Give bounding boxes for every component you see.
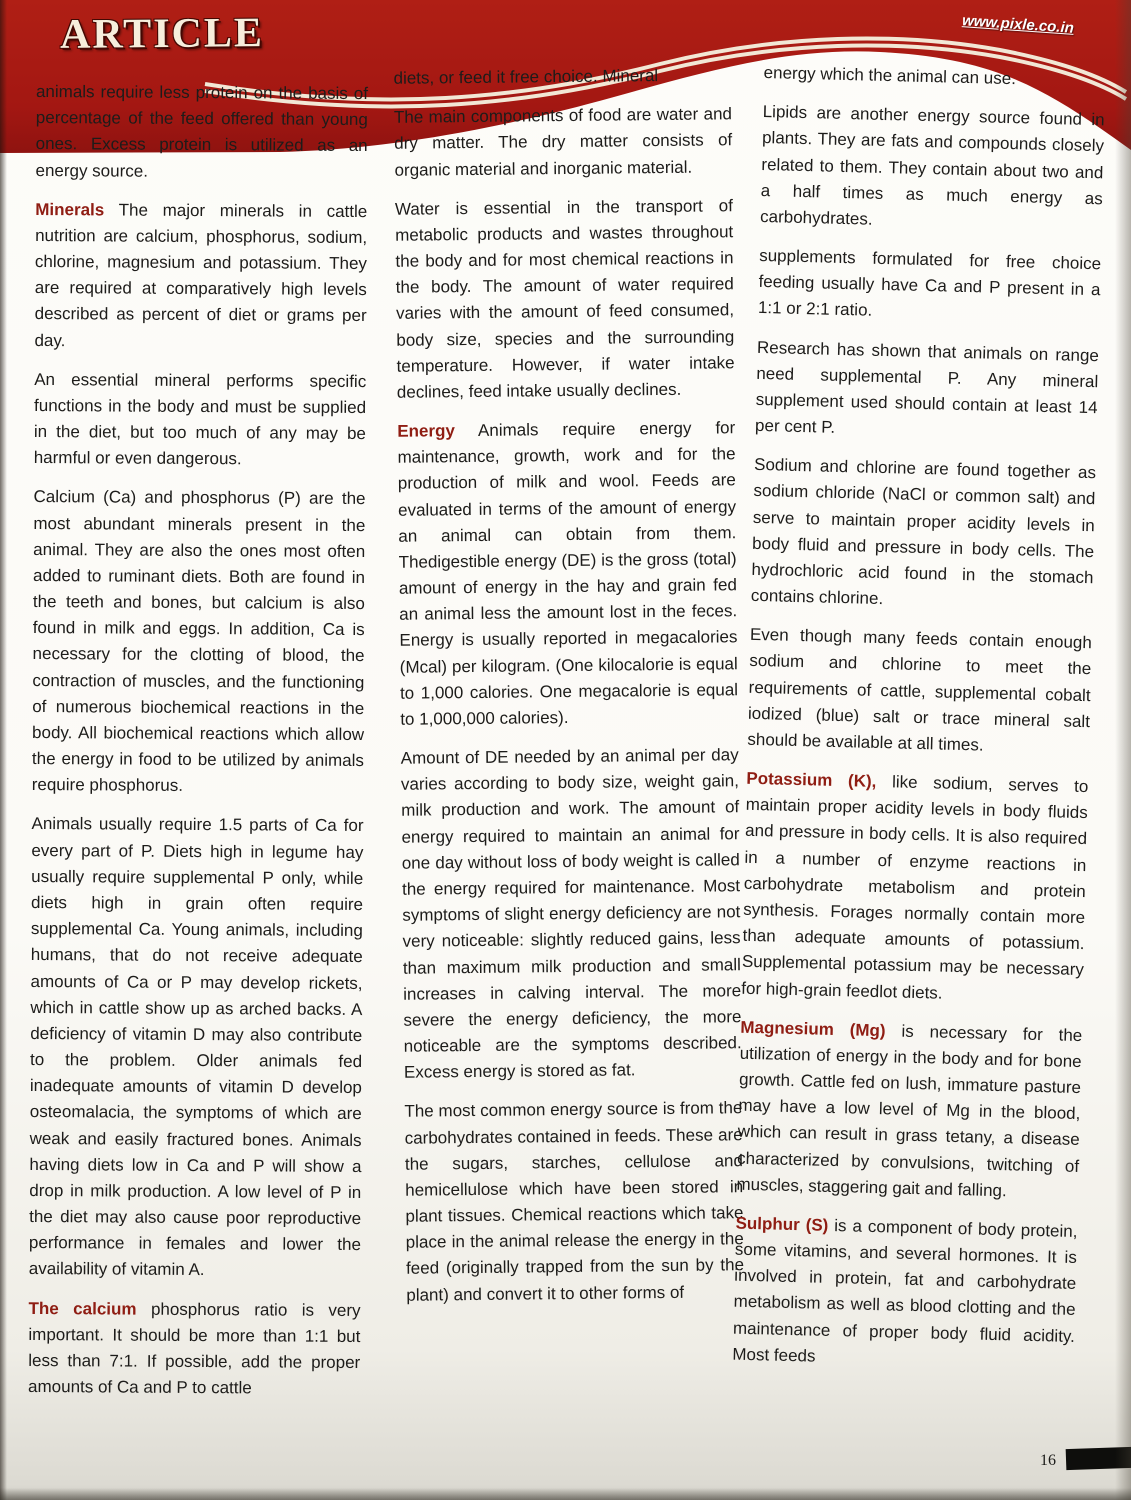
paragraph bbox=[35, 79, 368, 186]
paragraph-text: The main components of food are water and dry matter. The dry matter consists of organic material and inorganic material. bbox=[393, 104, 733, 180]
paragraph bbox=[397, 415, 738, 733]
paragraph bbox=[741, 766, 1089, 1010]
paragraph-lead: Magnesium (Mg) bbox=[740, 1017, 886, 1040]
paragraph bbox=[760, 99, 1105, 238]
paragraph bbox=[747, 622, 1092, 761]
scan-edge-right bbox=[1115, 0, 1131, 1500]
paragraph-text: Lipids are another energy source found in plants. They are fats and compounds closely related to them. They contain about two and a half times as much energy as carbohydrates. bbox=[759, 102, 1105, 229]
paragraph-text: Even though many feeds contain enough sodium and chlorine to meet the requirements of cattle, supplemental cobalt iodized (blue) salt or trace mineral salt should be available at all times. bbox=[747, 625, 1093, 755]
paragraph bbox=[758, 243, 1102, 330]
paragraph-text: is necessary for the utilization of energy in the body and for bone growth. Cattle fed on lush, immature pasture may have a low level of Mg in the blood, which can result in grass tetany, a disease characterized by convulsions, twitching of muscles, staggering gait and falling. bbox=[736, 1021, 1083, 1200]
paragraph-text: phosphorus ratio is very important. It should be more than 1:1 but less than 7:1. If possible, add the proper amounts of Ca and P to cattle bbox=[28, 1299, 361, 1398]
paragraph-text: Calcium (Ca) and phosphorus (P) are the most abundant minerals present in the animal. They are also the ones most often added to ruminant diets. Both are found in the teeth and bones, but calcium is also found in milk and eggs. In addition, Ca is necessary for the clotting of blood, the contraction of muscles, and the functioning of numerous biochemical reactions in the body. All biochemical reactions which allow the energy in food to be utilized by animals require phosphorus. bbox=[31, 487, 366, 796]
paragraph-text: like sodium, serves to maintain proper acidity levels in body fluids and pressure in body cells. It is also required in a number of enzyme reactions in carbohydrate metabolism and protein synthesis. Forages normally contain more than adequate amounts of potassium. Supplemental potassium may be necessary for high-grain feedlot diets. bbox=[741, 772, 1089, 1003]
paragraph-text: An essential mineral performs specific functions in the body and must be supplied in the diet, but too much of any may be harmful or even dangerous. bbox=[33, 369, 367, 469]
paragraph-text: Animals usually require 1.5 parts of Ca for every part of P. Diets high in legume hay usually require supplemental P only, while diets high in grain often require supplemental Ca. Young animals, including humans, that do not receive adequate amounts of Ca or P may develop rickets, which in cattle show up as arched backs. A deficiency of vitamin D may also contribute to the problem. Older animals fed inadequate amounts of vitamin D develop osteomalacia, the symptoms of which are weak and easily fractured bones. Animals having diets low in Ca and P will show a drop in milk production. A low level of P in the diet may also cause poor reproductive performance in females and lower the availability of vitamin A. bbox=[28, 814, 364, 1280]
page-title: ARTICLE bbox=[59, 10, 265, 58]
paragraph-lead: Sulphur (S) bbox=[735, 1213, 829, 1235]
paragraph-lead: Potassium (K), bbox=[746, 768, 877, 792]
paragraph-lead: Minerals bbox=[35, 199, 105, 220]
paragraph-text: supplements formulated for free choice feeding usually have Ca and P present in a 1:1 or 2:1 ratio. bbox=[757, 245, 1102, 321]
paragraph-lead: The calcium bbox=[28, 1298, 137, 1319]
paragraph bbox=[404, 1096, 744, 1309]
paragraph-text: Water is essential in the transport of metabolic products and wastes throughout the body and for most chemical reactions in the body. The amount of water required varies with the amount of feed consumed, body size, species and the surrounding temperature. However, if water intake declines, feed intake usually declines. bbox=[394, 195, 735, 402]
footer-bar-decoration bbox=[1066, 1447, 1131, 1470]
paragraph-text: is a component of body protein, some vitamins, and several hormones. It is involved in protein, fat and carbohydrate metabolism as well as blood clotting and the maintenance of proper body fluid acidity. Most feeds bbox=[732, 1215, 1078, 1366]
scan-edge-left bbox=[0, 0, 7, 1500]
scan-edge-bottom bbox=[0, 1488, 1131, 1500]
article-column-right bbox=[732, 60, 1106, 1389]
paragraph-text: Animals require energy for maintenance, growth, work and for the production of milk and wool. Feeds are evaluated in terms of the amount of energy an animal can obtain from them. Thedigestible energy (DE) is the gross (total) amount of energy in the hay and grain fed an animal less the amount lost in the feces. Energy is usually reported in megacalories (Mcal) per kilogram. (One kilocalorie is equal to 1,000 calories. One megacalorie is equal to 1,000,000 calories). bbox=[397, 418, 739, 729]
paragraph bbox=[28, 1296, 361, 1403]
article-column-left bbox=[28, 79, 368, 1415]
paragraph-text: The major minerals in cattle nutrition are calcium, phosphorus, sodium, chlorine, magnesium and potassium. They are required at comparatively high levels described as percent of diet or grams per day. bbox=[34, 200, 368, 350]
paragraph bbox=[394, 101, 733, 183]
paragraph bbox=[32, 484, 366, 800]
paragraph-text: The most common energy source is from the carbohydrates contained in feeds. These are the sugars, starches, cellulose and hemicellulose which have been stored in plant tissues. Chemical reactions which take place in the animal release the energy in the feed (originally trapped from the sun by the plant) and convert it to other forms of bbox=[404, 1098, 745, 1305]
paragraph bbox=[751, 452, 1097, 617]
paragraph-text: Amount of DE needed by an animal per day varies according to body size, weight gain, milk production and work. The amount of energy required to maintain an animal for one day without loss of body weight is called the energy required for maintenance. Most symptoms of slight energy deficiency are not very noticeable: slightly reduced gains, less than maximum milk production and small increases in calving interval. The more severe the energy deficiency, the more noticeable are the symptoms described. Excess energy is stored as fat. bbox=[400, 745, 742, 1082]
website-link[interactable]: www.pixle.co.in bbox=[961, 12, 1075, 37]
paragraph bbox=[34, 197, 367, 356]
paragraph bbox=[29, 811, 364, 1284]
paragraph bbox=[755, 334, 1099, 447]
paragraph bbox=[736, 1014, 1082, 1206]
paragraph bbox=[732, 1211, 1078, 1376]
paragraph bbox=[393, 62, 731, 92]
page-number: 16 bbox=[1040, 1452, 1056, 1469]
paragraph bbox=[395, 193, 735, 406]
paragraph bbox=[34, 367, 367, 474]
article-column-middle bbox=[393, 62, 744, 1321]
paragraph-lead: Energy bbox=[397, 421, 455, 441]
paragraph-text: Sodium and chlorine are found together as sodium chloride (NaCl or common salt) and serve to maintain proper acidity levels in body fluid and pressure in body cells. The hydrochloric acid found in the stomach contains chlorine. bbox=[750, 455, 1097, 609]
paragraph-text: diets, or feed it free choice. Mineral bbox=[393, 66, 659, 88]
paragraph bbox=[401, 742, 743, 1086]
paragraph-text: Research has shown that animals on range need supplemental P. Any mineral supplement used should contain at least 14 per cent P. bbox=[754, 337, 1100, 437]
paragraph-text: animals require less protein on the basis of percentage of the feed offered than young ones. Excess protein is utilized as an energy source. bbox=[35, 81, 369, 181]
paragraph-text: energy which the animal can use. bbox=[763, 62, 1017, 89]
